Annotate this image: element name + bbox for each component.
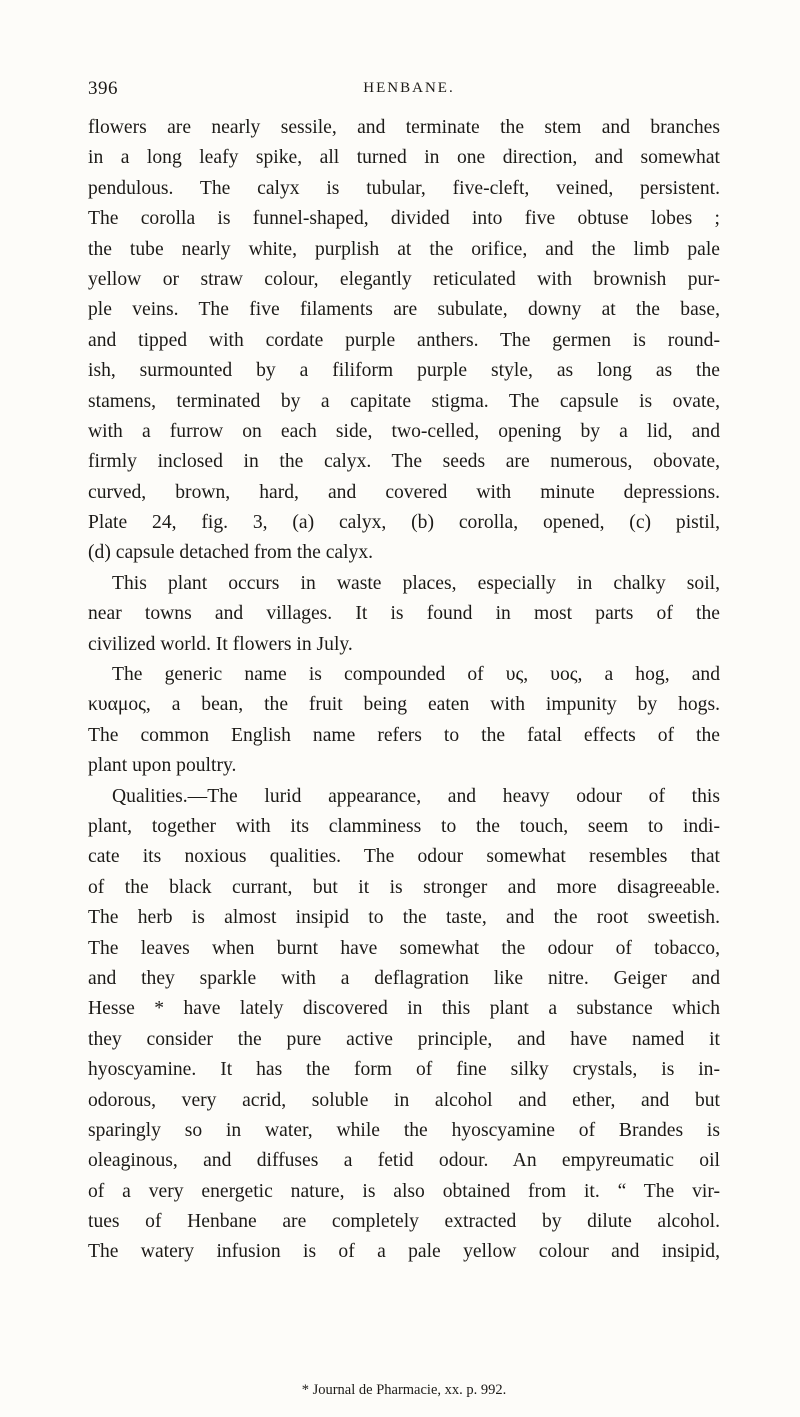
footnote: * Journal de Pharmacie, xx. p. 992. — [301, 1382, 507, 1398]
text-line: they consider the pure active principle, and have named it — [88, 1028, 720, 1050]
text-line: ish, surmounted by a filiform purple style, as long as the — [88, 360, 720, 382]
text-line: curved, brown, hard, and covered with minute depressions. — [88, 481, 720, 503]
text-line: The common English name refers to the fatal effects of the — [88, 724, 720, 746]
text-line: The leaves when burnt have somewhat the odour of tobacco, — [88, 937, 720, 959]
text-line: sparingly so in water, while the hyoscyamine of Brandes is — [88, 1119, 720, 1141]
text-line: The watery infusion is of a pale yellow colour and insipid, — [88, 1241, 720, 1263]
page-header — [88, 78, 720, 108]
text-line: hyoscyamine. It has the form of fine silky crystals, is in- — [88, 1059, 720, 1081]
text-line: pendulous. The calyx is tubular, five-cleft, veined, persistent. — [88, 177, 720, 199]
text-line: flowers are nearly sessile, and terminate the stem and branches — [88, 117, 720, 138]
text-line: tues of Henbane are completely extracted by dilute alcohol. — [88, 1211, 720, 1233]
text-line: The herb is almost insipid to the taste, and the root sweetish. — [88, 907, 720, 929]
running-head: HENBANE. — [363, 80, 455, 96]
text-line: and tipped with cordate purple anthers. The germen is round- — [88, 329, 720, 351]
text-line: near towns and villages. It is found in most parts of the — [88, 603, 720, 625]
text-line: civilized world. It flowers in July. — [88, 633, 353, 655]
text-line: the tube nearly white, purplish at the orifice, and the limb pale — [88, 238, 720, 260]
text-line: plant upon poultry. — [88, 755, 237, 777]
text-line: oleaginous, and diffuses a fetid odour. An empyreumatic oil — [88, 1150, 720, 1172]
page-number: 396 — [88, 78, 118, 99]
text-line: of the black currant, but it is stronger and more disagreeable. — [88, 876, 720, 898]
text-line: of a very energetic nature, is also obtained from it. “ The vir- — [88, 1180, 720, 1202]
text-line: plant, together with its clamminess to the touch, seem to indi- — [88, 815, 720, 837]
text-line: Hesse * have lately discovered in this plant a substance which — [88, 998, 720, 1020]
text-line: stamens, terminated by a capitate stigma. The capsule is ovate, — [88, 390, 720, 412]
body-text — [88, 113, 720, 1268]
text-line: κυαμος, a bean, the fruit being eaten with impunity by hogs. — [88, 694, 720, 716]
text-line: Qualities.—The lurid appearance, and heavy odour of this — [112, 785, 720, 807]
text-line: ple veins. The five filaments are subulate, downy at the base, — [88, 299, 720, 321]
text-line: in a long leafy spike, all turned in one direction, and somewhat — [88, 147, 720, 169]
text-line: odorous, very acrid, soluble in alcohol and ether, and but — [88, 1089, 720, 1111]
text-line: The corolla is funnel-shaped, divided into five obtuse lobes ; — [88, 208, 720, 230]
text-line: with a furrow on each side, two-celled, opening by a lid, and — [88, 420, 720, 442]
text-line: and they sparkle with a deflagration like nitre. Geiger and — [88, 967, 720, 989]
text-line: Plate 24, fig. 3, (a) calyx, (b) corolla, opened, (c) pistil, — [88, 512, 720, 534]
text-line: yellow or straw colour, elegantly reticulated with brownish pur- — [88, 268, 720, 290]
text-line: The generic name is compounded of υς, υος, a hog, and — [112, 664, 720, 686]
text-line: This plant occurs in waste places, especially in chalky soil, — [112, 572, 720, 594]
text-line: (d) capsule detached from the calyx. — [88, 542, 374, 564]
text-line: firmly inclosed in the calyx. The seeds are numerous, obovate, — [88, 451, 720, 473]
text-line: cate its noxious qualities. The odour somewhat resembles that — [88, 846, 720, 868]
